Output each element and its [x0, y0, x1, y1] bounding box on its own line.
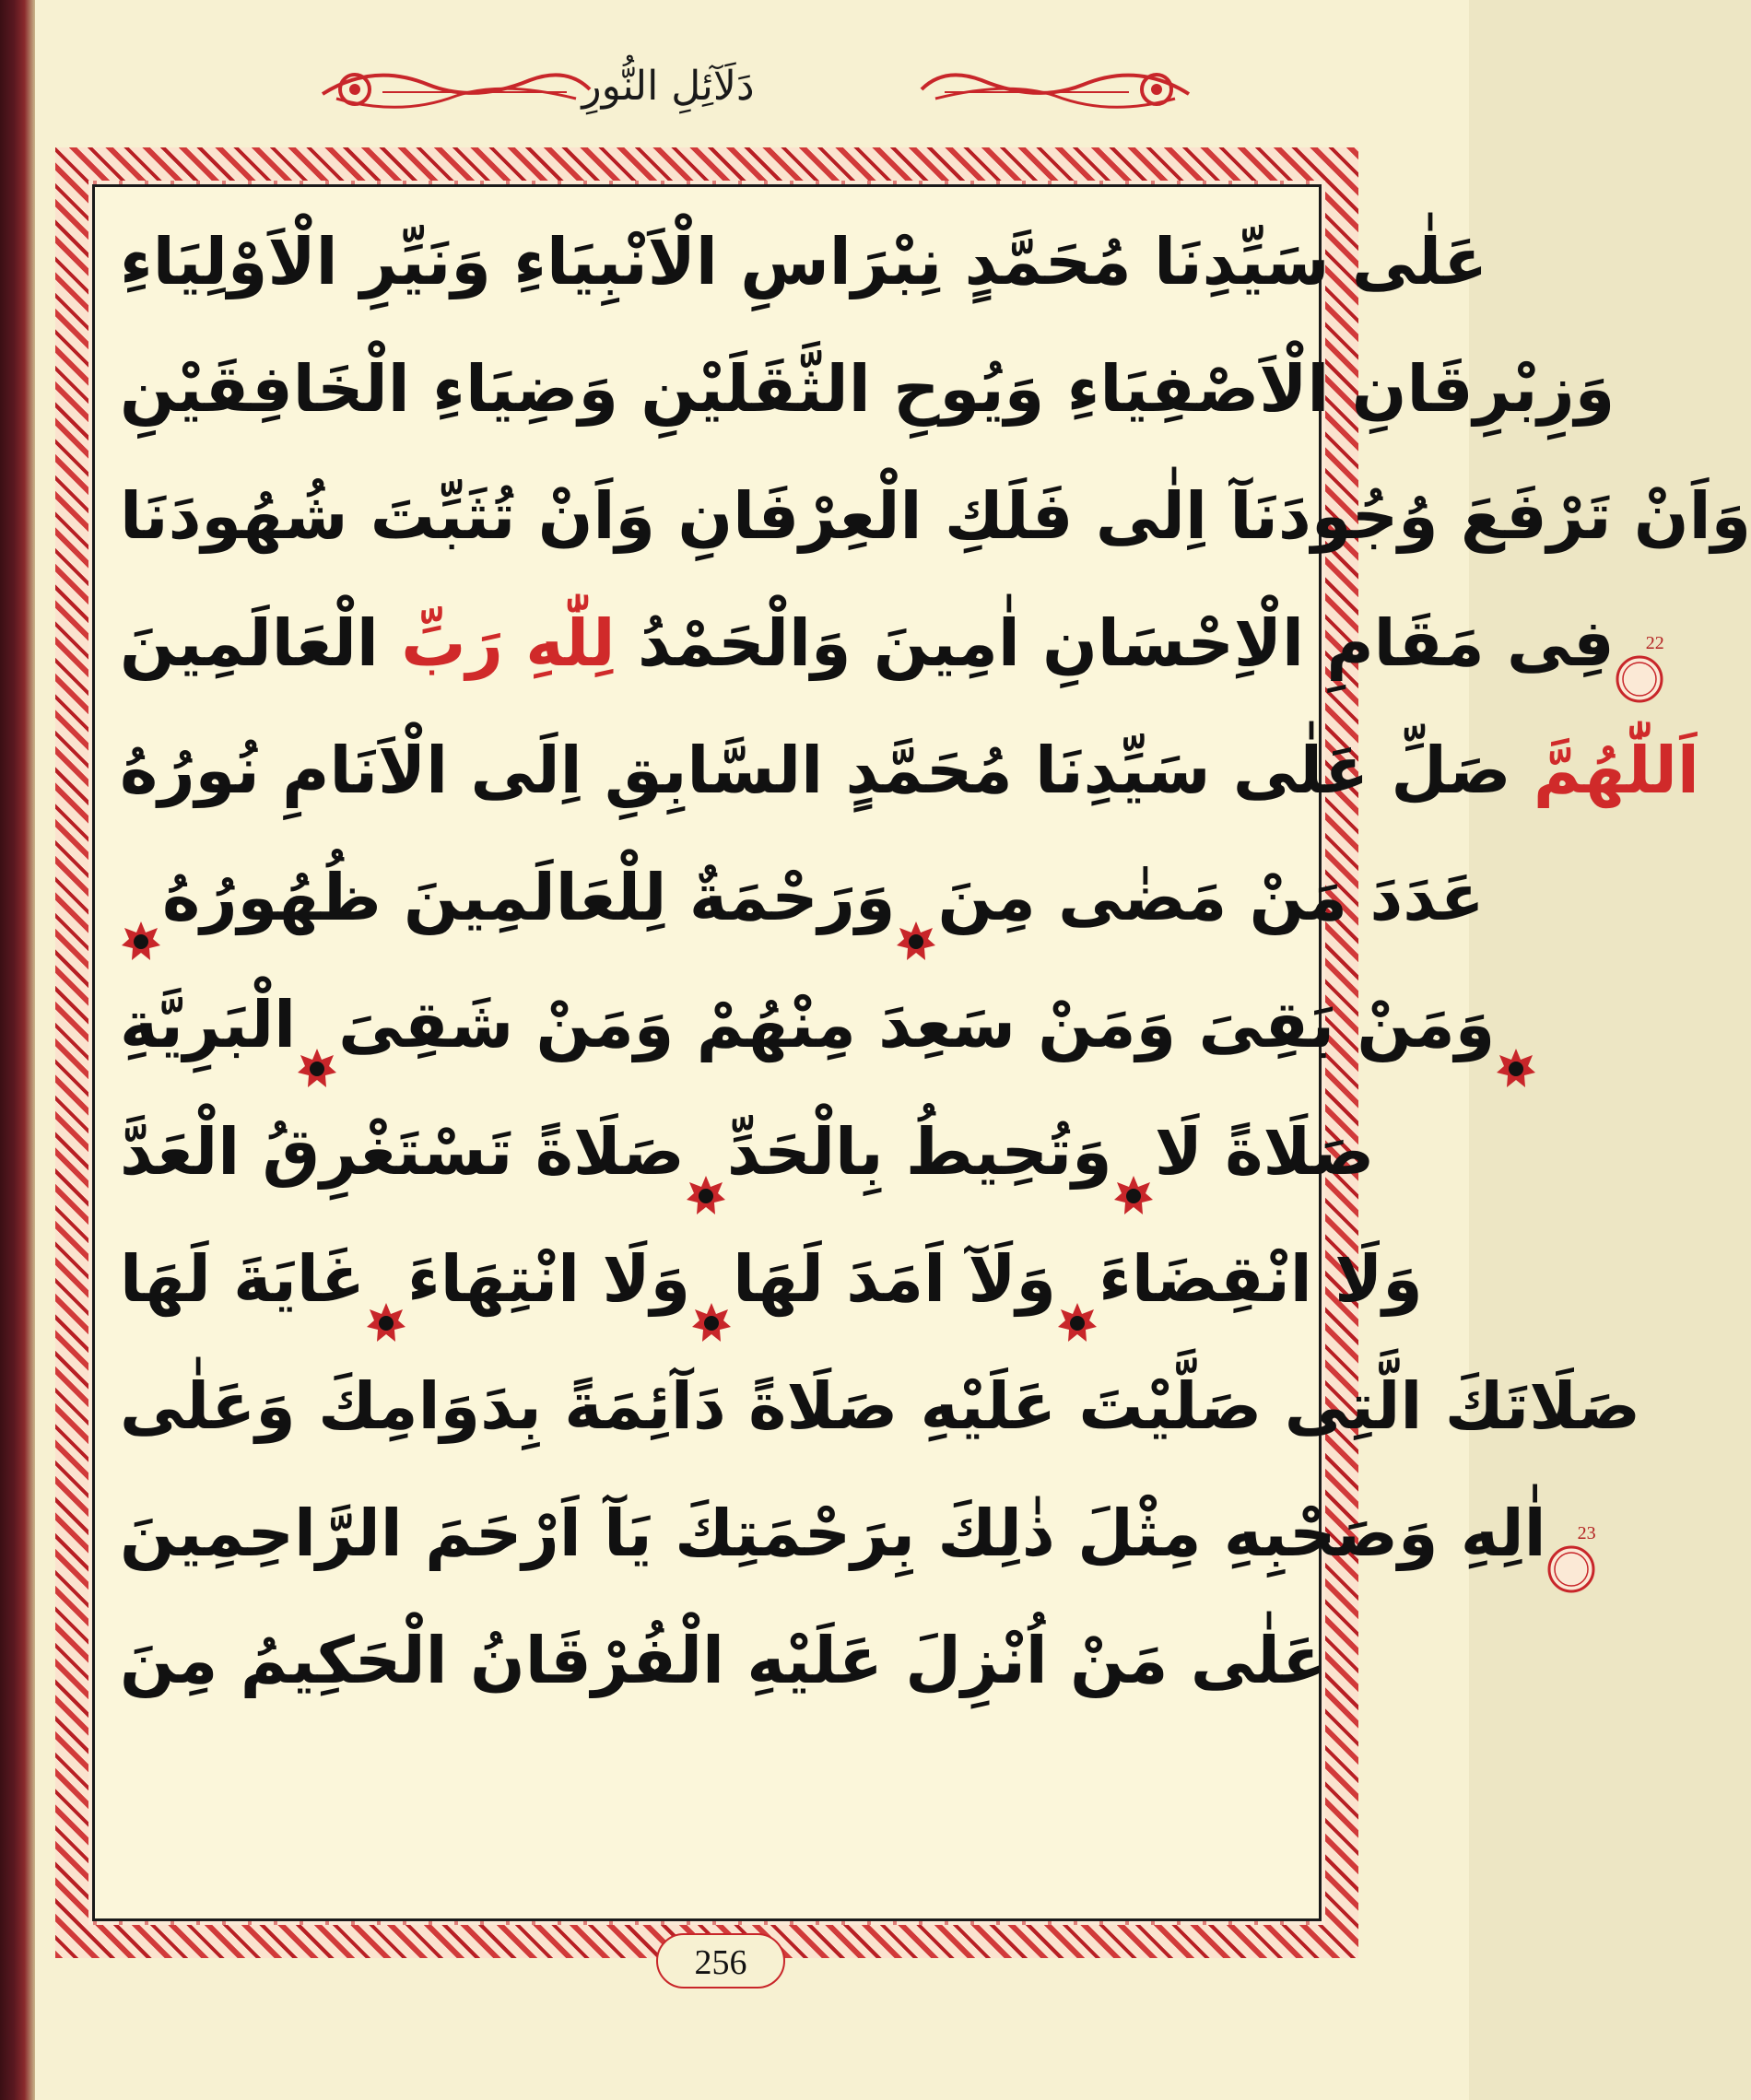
line-12-text: عَلٰى مَنْ اُنْزِلَ عَلَيْهِ الْفُرْقَانُ الْحَكِيمُ مِنَ: [120, 1623, 1327, 1698]
book-spine: [0, 0, 35, 2100]
line-7-text-b: وَمَنْ بَقِىَ وَمَنْ سَعِدَ مِنْهُمْ وَمَنْ شَقِىَ: [338, 987, 1496, 1062]
rosette-icon: [1112, 1131, 1155, 1173]
text-line-5: [120, 707, 1699, 834]
text-line-6: [120, 834, 1485, 961]
line-3-text: وَاَنْ تَرْفَعَ وُجُودَنَآ اِلٰى فَلَكِ الْعِرْفَانِ وَاَنْ تُثَبِّتَ شُهُودَنَا: [120, 478, 1751, 554]
rosette-icon: [895, 876, 937, 919]
header-ornament-left: [318, 57, 594, 122]
header-ornament-right: [917, 57, 1193, 122]
text-line-8: [120, 1088, 1375, 1215]
line-9-text-a: غَايَةَ لَهَا: [120, 1241, 365, 1317]
verse-marker-22: [1615, 618, 1664, 668]
line-7-text-a: الْبَرِيَّةِ: [120, 987, 297, 1062]
page-number-badge: [656, 1933, 785, 1989]
text-line-3: [120, 452, 1751, 580]
line-10-text: صَلَاتَكَ الَّتِى صَلَّيْتَ عَلَيْهِ صَلَاةً دَآئِمَةً بِدَوَامِكَ وَعَلٰى: [120, 1368, 1640, 1444]
text-line-12: [120, 1597, 1327, 1724]
text-line-1: [120, 198, 1488, 325]
page-number: 256: [656, 1933, 785, 1989]
running-head-title: دَلَآئِلِ النُّورِ: [582, 63, 755, 110]
text-line-7: [120, 961, 1496, 1088]
line-5-text: صَلِّ عَلٰى سَيِّدِنَا مُحَمَّدٍ السَّابِقِ اِلَى الْاَنَامِ نُورُهُ: [120, 733, 1511, 808]
line-11-text: اٰلِهِ وَصَحْبِهِ مِثْلَ ذٰلِكَ بِرَحْمَتِكَ يَآ اَرْحَمَ الرَّاحِمِينَ: [120, 1496, 1546, 1571]
text-line-4: [120, 580, 1664, 707]
line-5-red-text: اَللّٰهُمَّ: [1533, 733, 1699, 808]
arabic-text-block: [120, 198, 1751, 1724]
rosette-icon: [690, 1258, 733, 1300]
text-line-10: [120, 1343, 1640, 1470]
line-8-text-c: صَلَاةً لَا: [1154, 1114, 1375, 1190]
rosette-icon: [120, 876, 162, 919]
line-2-text: وَزِبْرِقَانِ الْاَصْفِيَاءِ وَيُوحِ الثَّقَلَيْنِ وَضِيَاءِ الْخَافِقَيْنِ: [120, 351, 1616, 427]
line-6-text-b: عَدَدَ مَنْ مَضٰى مِنَ: [937, 860, 1485, 935]
rosette-icon: [685, 1131, 727, 1173]
line-9-text-d: وَلَا انْقِضَاءَ: [1099, 1241, 1423, 1317]
line-9-text-c: وَلَآ اَمَدَ لَهَا: [733, 1241, 1057, 1317]
verse-number-22: 22: [1645, 633, 1664, 653]
text-line-11: [120, 1470, 1596, 1597]
line-5-group: [120, 707, 1699, 834]
line-4-text-a: فِى مَقَامِ الْاِحْسَانِ اٰمِينَ وَالْحَمْدُ: [637, 605, 1615, 681]
line-8-text-a: صَلَاةً تَسْتَغْرِقُ الْعَدَّ: [120, 1114, 685, 1190]
text-line-2: [120, 325, 1616, 452]
line-1-text: عَلٰى سَيِّدِنَا مُحَمَّدٍ نِبْرَاسِ الْاَنْبِيَاءِ وَنَيِّرِ الْاَوْلِيَاءِ: [120, 224, 1488, 299]
text-line-9: [120, 1215, 1423, 1343]
line-4-group: [120, 580, 1615, 707]
verse-number-23: 23: [1577, 1523, 1596, 1543]
line-4-red-text: لِلّٰهِ رَبِّ: [401, 605, 616, 681]
line-8-text-b: وَتُحِيطُ بِالْحَدِّ: [726, 1114, 1112, 1190]
rosette-icon: [1056, 1258, 1099, 1300]
line-6-text-a: وَرَحْمَةٌ لِلْعَالَمِينَ ظُهُورُهُ: [162, 860, 896, 935]
rosette-icon: [365, 1258, 407, 1300]
line-9-text-b: وَلَا انْتِهَاءَ: [407, 1241, 691, 1317]
line-4-text-b: الْعَالَمِينَ: [120, 605, 379, 681]
verse-marker-23: [1546, 1508, 1596, 1558]
rosette-icon: [296, 1003, 338, 1046]
rosette-icon: [1495, 1003, 1537, 1046]
